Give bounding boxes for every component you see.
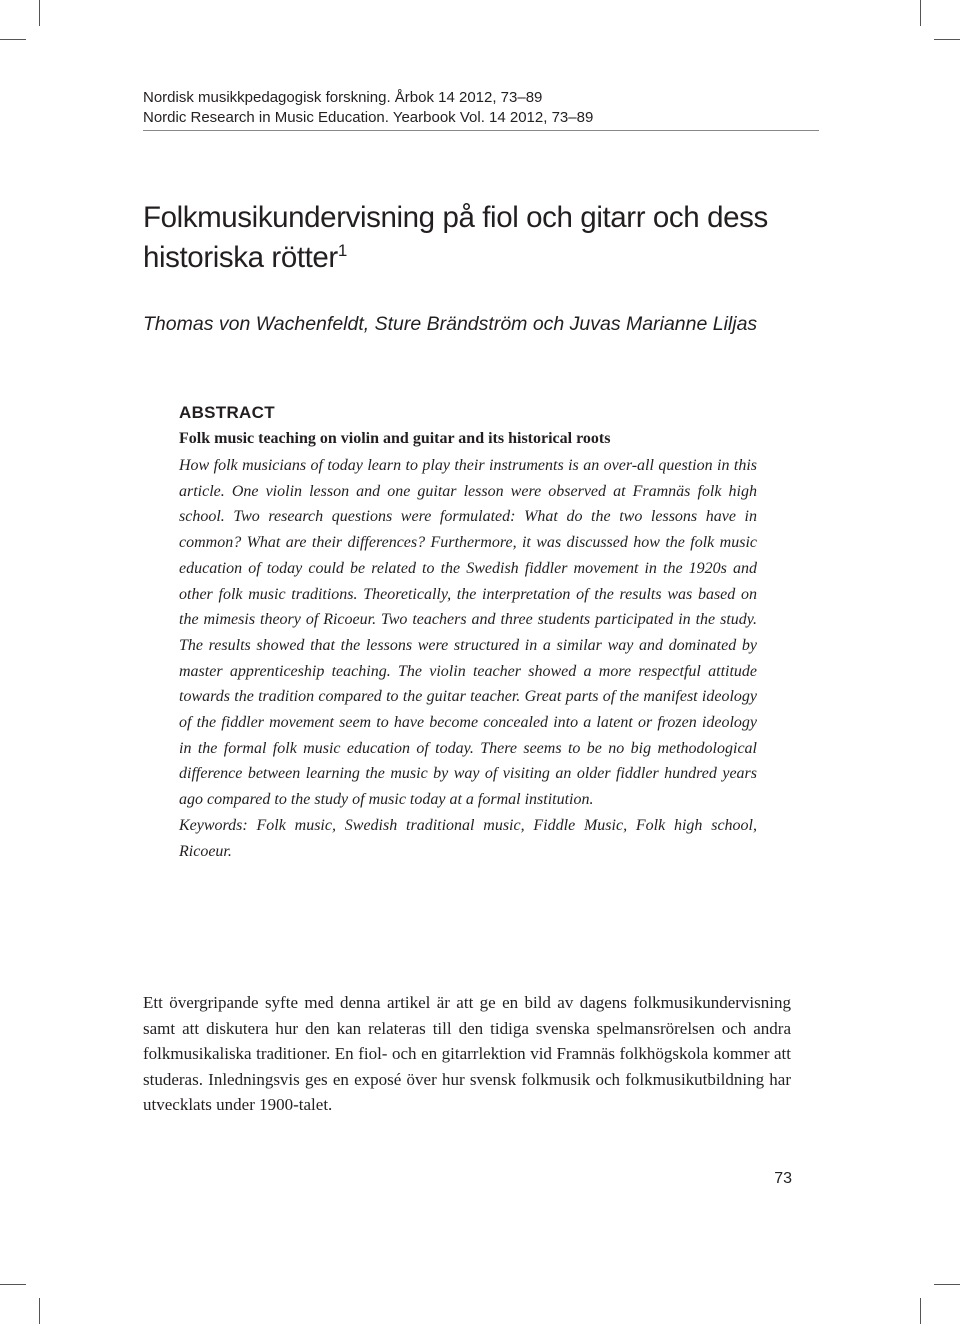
crop-mark [39,0,40,26]
abstract-english-title: Folk music teaching on violin and guitar and its historical roots [179,430,611,447]
crop-mark [920,0,921,26]
journal-header-line-1: Nordisk musikkpedagogisk forskning. Årbok 14 2012, 73–89 [143,89,543,106]
intro-paragraph: Ett övergripande syfte med denna artikel är att ge en bild av dagens folkmusikundervisning samt att diskutera hur den kan relateras till den tidiga svenska spelmansrörelsen och andra folkmusikaliska traditioner. En fiol- och en gitarrlektion vid Framnäs folkhögskola kommer att studeras. Inledningsvis ges en exposé över hur svensk folkmusik och folkmusikutbildning har utvecklats under 1900-talet. [143,993,791,1115]
article-title-text: Folkmusikundervisning på fiol och gitarr och dess historiska rötter [143,201,768,274]
page-number: 73 [774,1170,792,1187]
title-footnote-marker[interactable]: 1 [337,241,347,260]
crop-mark [920,1298,921,1324]
journal-header-line-2: Nordic Research in Music Education. Yearbook Vol. 14 2012, 73–89 [143,109,594,126]
abstract-section [179,402,757,864]
journal-header [143,88,823,128]
crop-mark [934,39,960,40]
header-divider [143,130,819,131]
crop-mark [39,1298,40,1324]
crop-mark [934,1284,960,1285]
abstract-heading: ABSTRACT [179,403,275,422]
abstract-body: How folk musicians of today learn to play their instruments is an over-all question in this article. One violin lesson and one guitar lesson were observed at Framnäs folk high school. Two research questions were formulated: What do the two lessons have in common? What are their differences? Furthermore, it was discussed how the folk music education of today could be related to the Swedish fiddler movement in the 1920s and other folk music traditions. Theoretically, the interpretation of the results was based on the mimesis theory of Ricoeur. Two teachers and three students participated in the study. The results showed that the lessons were structured in a similar way and dominated by master apprenticeship teaching. The violin teacher showed a more respectful attitude towards the tradition compared to the guitar teacher. Great parts of the manifest ideology of the fiddler movement seem to have become concealed into a latent or frozen ideology in the formal folk music education of today. There seems to be no big methodological difference between learning the music by way of visiting an older fiddler hundred years ago compared to the study of music today at a formal institution. [179,457,757,809]
crop-mark [0,1284,26,1285]
abstract-keywords: Keywords: Folk music, Swedish traditional music, Fiddle Music, Folk high school, Ricoeur. [179,816,757,860]
crop-mark [0,39,26,40]
author-list: Thomas von Wachenfeldt, Sture Brändström och Juvas Marianne Liljas [143,313,758,335]
article-title [143,198,823,278]
